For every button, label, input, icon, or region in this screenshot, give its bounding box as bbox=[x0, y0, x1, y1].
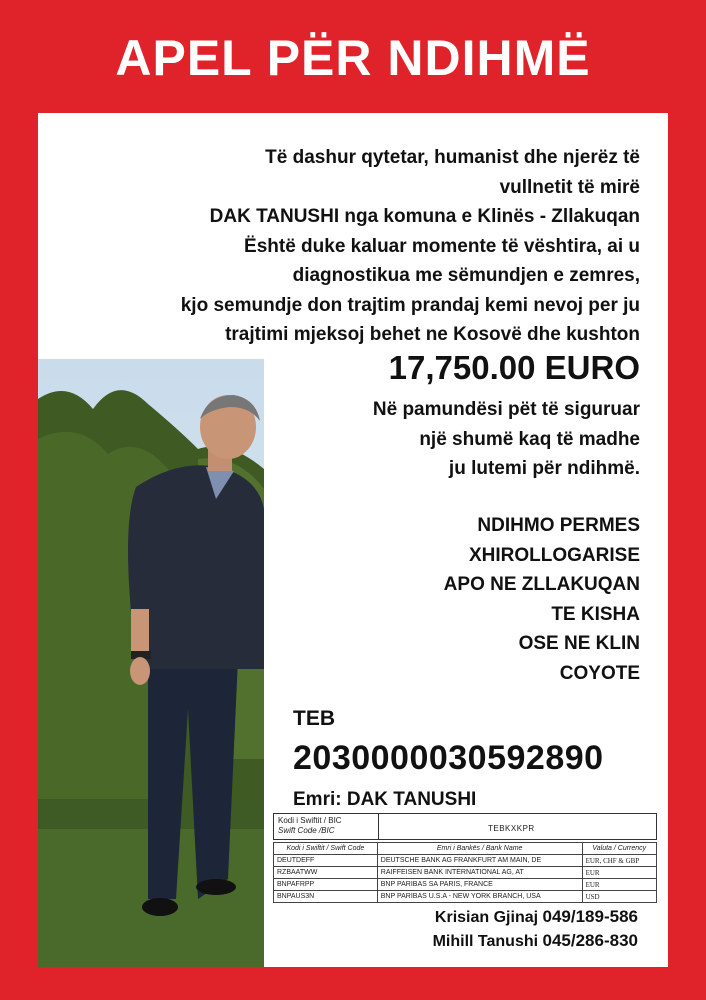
plea-line: ju lutemi për ndihmë. bbox=[448, 458, 640, 479]
table-row bbox=[274, 879, 657, 891]
currency-cell: EUR bbox=[582, 867, 656, 879]
column-header: Kodi i Swiftit / Swift Code bbox=[274, 843, 378, 855]
swift-cell: DEUTDEFF bbox=[274, 855, 378, 867]
table-row bbox=[274, 867, 657, 879]
contact-name: Krisian Gjinaj bbox=[434, 909, 539, 926]
account-number: 2030000030592890 bbox=[293, 739, 604, 777]
swift-box bbox=[273, 813, 657, 840]
swift-cell: BNPAFRPP bbox=[274, 879, 378, 891]
swift-label bbox=[278, 816, 342, 836]
bank-name: TEB bbox=[293, 707, 335, 730]
bank-cell: BNP PARIBAS U.S.A - NEW YORK BRANCH, USA bbox=[377, 891, 582, 903]
instruction-line: NDIHMO PERMES bbox=[477, 515, 640, 536]
donation-instructions bbox=[280, 511, 640, 688]
instruction-line: APO NE ZLLAKUQAN bbox=[443, 574, 640, 595]
intro-line: trajtimi mjeksoj behet ne Kosovë dhe kushton bbox=[225, 324, 640, 345]
table-row bbox=[274, 891, 657, 903]
instruction-line: XHIROLLOGARISE bbox=[468, 544, 640, 566]
intro-line: diagnostikua me sëmundjen e zemres, bbox=[292, 265, 640, 286]
content-panel bbox=[38, 113, 668, 967]
column-header: Emri i Bankës / Bank Name bbox=[377, 843, 582, 855]
intro-line: DAK TANUSHI nga komuna e Klinës - Zllakuqan bbox=[209, 206, 640, 227]
currency-cell: EUR bbox=[582, 879, 656, 891]
table-header-row bbox=[274, 843, 657, 855]
intro-text bbox=[80, 143, 640, 350]
swift-divider bbox=[378, 814, 379, 839]
column-header: Valuta / Currency bbox=[582, 843, 656, 855]
plea-text bbox=[280, 395, 640, 484]
bank-cell: RAIFFEISEN BANK INTERNATIONAL AG, AT bbox=[377, 867, 582, 879]
contact-phone: 045/286-830 bbox=[542, 931, 638, 950]
instruction-line: COYOTE bbox=[559, 662, 640, 684]
person-photo bbox=[38, 359, 264, 967]
swift-label-sq: Kodi i Swiftit / BIC bbox=[278, 816, 342, 825]
contact-2 bbox=[433, 931, 638, 951]
page-title: APEL PËR NDIHMË bbox=[115, 30, 591, 86]
swift-cell: RZBAATWW bbox=[274, 867, 378, 879]
currency-cell: USD bbox=[582, 891, 656, 903]
bank-cell: BNP PARIBAS SA PARIS, FRANCE bbox=[377, 879, 582, 891]
swift-code: TEBKXKPR bbox=[488, 824, 535, 833]
swift-cell: BNPAUS3N bbox=[274, 891, 378, 903]
account-holder: Emri: DAK TANUSHI bbox=[293, 789, 477, 810]
contact-1 bbox=[435, 907, 638, 927]
plea-line: Në pamundësi pët të siguruar bbox=[372, 399, 640, 420]
table-row bbox=[274, 855, 657, 867]
intro-line: Të dashur qytetar, humanist dhe njerëz të bbox=[265, 147, 640, 168]
intro-line: Është duke kaluar momente të vështira, ai u bbox=[244, 235, 640, 257]
instruction-line: OSE NE KLIN bbox=[518, 633, 640, 654]
bank-cell: DEUTSCHE BANK AG FRANKFURT AM MAIN, DE bbox=[377, 855, 582, 867]
intro-line: vullnetit të mirë bbox=[499, 176, 640, 198]
amount: 17,750.00 EURO bbox=[388, 349, 640, 386]
instruction-line: TE KISHA bbox=[551, 603, 640, 625]
currency-cell: EUR, CHF & GBP bbox=[582, 855, 656, 867]
swift-label-en: Swift Code /BIC bbox=[278, 826, 335, 835]
correspondent-banks-table bbox=[273, 842, 657, 903]
contact-name: Mihill Tanushi bbox=[432, 933, 539, 950]
plea-line: një shumë kaq të madhe bbox=[419, 428, 640, 450]
intro-line: kjo semundje don trajtim prandaj kemi nevoj per ju bbox=[180, 294, 640, 316]
contact-phone: 049/189-586 bbox=[542, 907, 638, 926]
